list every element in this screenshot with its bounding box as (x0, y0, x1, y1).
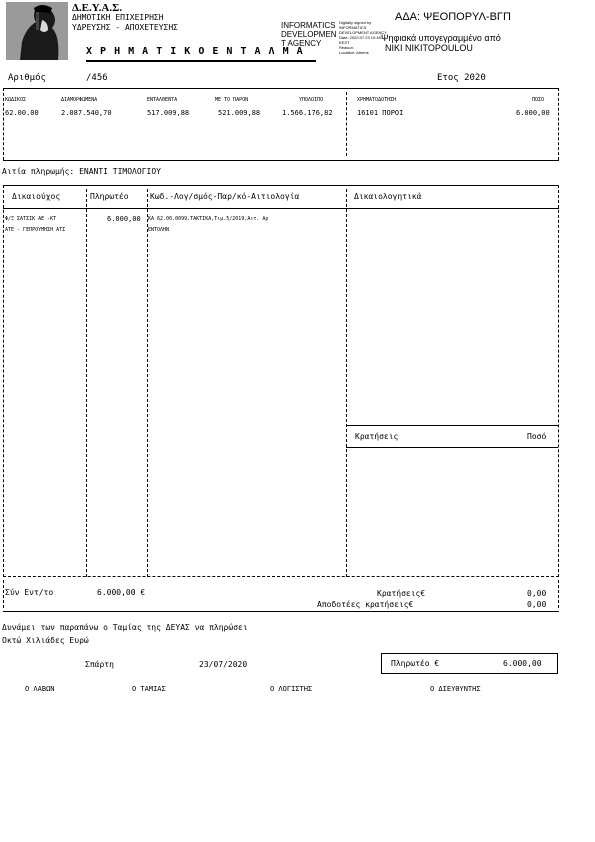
budget-header-ordered: ΕΝΤΑΛΘΕΝΤΑ (147, 97, 178, 103)
code-line-2: ΕΝΤΟΛΗΝ (148, 227, 170, 233)
totals-bottom (3, 611, 559, 612)
col-header-payable: Πληρωτέο (90, 192, 129, 201)
deductions-header-bottom (346, 447, 558, 448)
signed-by-label: Ψηφιακά υπογεγραμμένο από (381, 33, 501, 43)
code-line-1: ΚΑ 62.00.0099,ΤΑΚΤΙΚΑ,Τιμ.5/2019,Αιτ. Αρ (148, 216, 269, 222)
budget-header-remaining: ΥΠΟΛΟΙΠΟ (299, 97, 324, 103)
doc-title-underline (86, 60, 316, 62)
row-amount: 6.000,00 (107, 215, 141, 223)
year-label: Ετος 2020 (437, 73, 486, 83)
signer-name: NIKI NIKITOPOULOU (385, 43, 473, 53)
deductions-label: Κρατήσεις (355, 432, 399, 441)
funding-header: ΧΡΗΜΑΤΟΔΟΤΗΣΗ (357, 97, 397, 103)
amount-in-words: Οκτώ Χιλιάδες Ευρώ (2, 636, 89, 645)
beneficiary-line-2: ΑΤΕ - ΓΕΠΡΟΥΜΗΣΗ ΑΤΣ (5, 227, 66, 233)
place-label: Σπάρτη (85, 660, 114, 669)
beneficiary-line-1: Φ/Ξ ΣΑΤΣΙΚ ΑΕ -ΚΤ (5, 216, 57, 222)
col-header-documents: Δικαιολογητικά (354, 192, 422, 201)
totals-deductions-value: 0,00 (527, 589, 547, 598)
funding-amount: 6.000,00 (516, 109, 550, 117)
budget-ordered: 517.009,88 (147, 109, 190, 117)
signature-director: Ο ΔΙΕΥΘΥΝΤΗΣ (430, 685, 481, 693)
organization-logo (6, 2, 68, 60)
budget-header-configured: ΔΙΑΜΟΡΦΩΜΕΝΑ (61, 97, 98, 103)
doc-title: Χ Ρ Η Μ Α Τ Ι Κ Ο Ε Ν Τ Α Λ Μ Α (86, 46, 304, 57)
returns-value: 0,00 (527, 600, 547, 609)
number-value: /456 (86, 73, 108, 83)
budget-configured: 2.087.540,70 (61, 109, 112, 117)
budget-top-border (3, 88, 559, 89)
number-label: Αριθμός (8, 73, 46, 83)
budget-header-code: ΚΩΔΙΚΟΣ (5, 97, 27, 103)
budget-header-current: ΜΕ ΤΟ ΠΑΡΟΝ (215, 97, 249, 103)
payable-box-bottom (381, 673, 558, 674)
col-header-code: Κωδ.-Λογ/σμός-Παρ/κό-Αιτιολογία (150, 192, 300, 201)
sum-value: 6.000,00 € (97, 588, 146, 597)
issue-date: 23/07/2020 (199, 660, 248, 669)
ada-code: ΑΔΑ: ΨΕΟΠΟΡΥΛ-ΒΓΠ (395, 11, 511, 23)
returns-label: Αποδοτέες κρατήσεις€ (317, 600, 414, 609)
main-table-top (3, 185, 559, 186)
payable-box-top (381, 653, 558, 654)
sum-label: Σύν Εντ/το (5, 588, 54, 597)
funding-amount-header: ΠΟΣΟ (532, 97, 545, 103)
org-title: Δ.Ε.Υ.Α.Σ. (72, 2, 123, 14)
org-line-1: ΔΗΜΟΤΙΚΗ ΕΠΙΧΕΙΡΗΣΗ (72, 13, 164, 22)
org-line-2: ΥΔΡΕΥΣΗΣ - ΑΠΟΧΕΤΕΥΣΗΣ (72, 23, 178, 32)
totals-deductions-label: Κρατήσεις€ (377, 589, 426, 598)
funding-source: 16101 ΠΟΡΟΙ (357, 109, 404, 117)
order-text: Δυνάμει των παραπάνω ο Ταμίας της ΔΕΥΑΣ να πληρώσει (2, 623, 248, 632)
col-header-beneficiary: Δικαιούχος (12, 192, 61, 201)
payable-value: 6.000,00 (503, 659, 542, 668)
signature-receiver: Ο ΛΑΒΩΝ (25, 685, 55, 693)
signature-details: Digitally signed by INFORMATICS DEVELOPMENT AGENCY Date: 2020.07.23 10:45: EEST Reason: Location: Athens (339, 20, 387, 55)
budget-current: 521.009,88 (218, 109, 261, 117)
payable-label: Πληρωτέο € (391, 659, 440, 668)
deductions-amount-label: Ποσό (527, 432, 547, 441)
budget-bottom-border (3, 160, 559, 161)
payment-reason: Αιτία πληρωμής: ΕΝΑΝΤΙ ΤΙΜΟΛΟΓΙΟΥ (2, 167, 161, 176)
signature-cashier: Ο ΤΑΜΙΑΣ (132, 685, 166, 693)
agency-name: INFORMATICS DEVELOPMEN T AGENCY (281, 21, 337, 48)
budget-remaining: 1.566.176,82 (282, 109, 333, 117)
budget-code: 62.00.00 (5, 109, 39, 117)
deductions-top (346, 425, 558, 426)
signature-accountant: Ο ΛΟΓΙΣΤΗΣ (270, 685, 313, 693)
